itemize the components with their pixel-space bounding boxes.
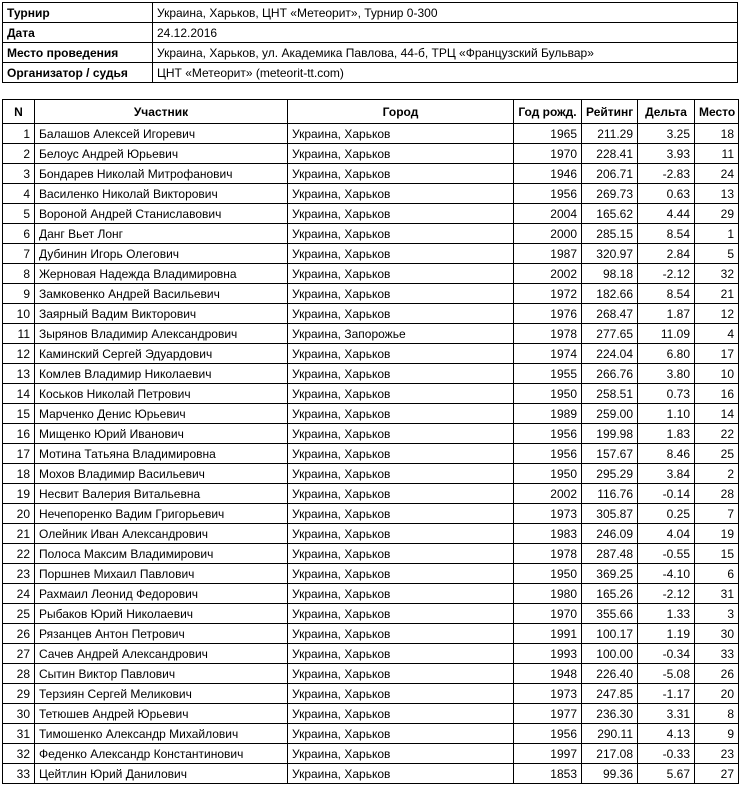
cell-birth-year: 1993 [514,644,582,664]
cell-city: Украина, Запорожье [288,324,514,344]
cell-city: Украина, Харьков [288,244,514,264]
table-row [3,704,739,724]
table-row [3,504,739,524]
table-row [3,264,739,284]
cell-rating: 99.36 [582,764,638,784]
cell-place: 17 [695,344,739,364]
cell-participant: Рахмаил Леонид Федорович [35,584,288,604]
cell-delta: 8.54 [638,224,695,244]
cell-number: 20 [3,504,35,524]
cell-city: Украина, Харьков [288,524,514,544]
cell-birth-year: 1980 [514,584,582,604]
cell-delta: -0.33 [638,744,695,764]
cell-rating: 100.17 [582,624,638,644]
cell-rating: 305.87 [582,504,638,524]
table-row [3,304,739,324]
cell-participant: Мотина Татьяна Владимировна [35,444,288,464]
cell-city: Украина, Харьков [288,184,514,204]
cell-place: 31 [695,584,739,604]
cell-rating: 266.76 [582,364,638,384]
cell-number: 5 [3,204,35,224]
table-row [3,164,739,184]
info-value: 24.12.2016 [153,23,738,43]
cell-delta: 8.54 [638,284,695,304]
cell-participant: Замковенко Андрей Васильевич [35,284,288,304]
table-row [3,624,739,644]
info-row [3,63,738,83]
cell-place: 20 [695,684,739,704]
cell-participant: Марченко Денис Юрьевич [35,404,288,424]
cell-delta: 4.13 [638,724,695,744]
cell-birth-year: 1970 [514,604,582,624]
cell-city: Украина, Харьков [288,144,514,164]
cell-delta: 1.19 [638,624,695,644]
cell-participant: Комлев Владимир Николаевич [35,364,288,384]
col-header-delta: Дельта [638,100,695,124]
cell-number: 15 [3,404,35,424]
cell-delta: 1.33 [638,604,695,624]
cell-city: Украина, Харьков [288,204,514,224]
col-header-participant: Участник [35,100,288,124]
cell-delta: 1.83 [638,424,695,444]
table-row [3,484,739,504]
table-row [3,324,739,344]
cell-participant: Рыбаков Юрий Николаевич [35,604,288,624]
cell-place: 28 [695,484,739,504]
table-row [3,144,739,164]
cell-delta: -0.34 [638,644,695,664]
cell-number: 10 [3,304,35,324]
cell-participant: Тимошенко Александр Михайлович [35,724,288,744]
cell-place: 23 [695,744,739,764]
cell-participant: Нечепоренко Вадим Григорьевич [35,504,288,524]
table-row [3,644,739,664]
results-header-row [3,100,739,124]
cell-rating: 355.66 [582,604,638,624]
cell-rating: 182.66 [582,284,638,304]
cell-birth-year: 1970 [514,144,582,164]
table-row [3,344,739,364]
cell-delta: 3.25 [638,124,695,144]
cell-participant: Полоса Максим Владимирович [35,544,288,564]
col-header-birth-year: Год рожд. [514,100,582,124]
cell-birth-year: 2002 [514,484,582,504]
cell-participant: Сачев Андрей Александрович [35,644,288,664]
cell-delta: 8.46 [638,444,695,464]
cell-birth-year: 2002 [514,264,582,284]
cell-participant: Жерновая Надежда Владимировна [35,264,288,284]
cell-place: 27 [695,764,739,784]
cell-rating: 277.65 [582,324,638,344]
cell-city: Украина, Харьков [288,584,514,604]
cell-number: 27 [3,644,35,664]
cell-place: 32 [695,264,739,284]
cell-place: 13 [695,184,739,204]
cell-birth-year: 1987 [514,244,582,264]
cell-delta: -5.08 [638,664,695,684]
cell-delta: 2.84 [638,244,695,264]
cell-delta: 0.73 [638,384,695,404]
cell-rating: 290.11 [582,724,638,744]
table-row [3,384,739,404]
cell-birth-year: 1974 [514,344,582,364]
cell-participant: Балашов Алексей Игоревич [35,124,288,144]
cell-rating: 295.29 [582,464,638,484]
cell-birth-year: 1965 [514,124,582,144]
cell-place: 8 [695,704,739,724]
cell-rating: 116.76 [582,484,638,504]
results-table [2,99,739,784]
cell-birth-year: 1950 [514,564,582,584]
cell-city: Украина, Харьков [288,684,514,704]
table-row [3,604,739,624]
cell-number: 16 [3,424,35,444]
cell-number: 31 [3,724,35,744]
cell-place: 19 [695,524,739,544]
cell-city: Украина, Харьков [288,364,514,384]
cell-number: 22 [3,544,35,564]
cell-rating: 246.09 [582,524,638,544]
cell-city: Украина, Харьков [288,724,514,744]
cell-birth-year: 2004 [514,204,582,224]
cell-number: 21 [3,524,35,544]
info-row [3,23,738,43]
cell-city: Украина, Харьков [288,344,514,364]
info-label: Место проведения [3,43,153,63]
col-header-rating: Рейтинг [582,100,638,124]
cell-city: Украина, Харьков [288,284,514,304]
table-row [3,584,739,604]
cell-rating: 258.51 [582,384,638,404]
cell-place: 2 [695,464,739,484]
cell-number: 4 [3,184,35,204]
cell-birth-year: 1978 [514,544,582,564]
cell-birth-year: 1946 [514,164,582,184]
cell-place: 11 [695,144,739,164]
cell-birth-year: 1977 [514,704,582,724]
cell-delta: 0.63 [638,184,695,204]
cell-city: Украина, Харьков [288,484,514,504]
cell-place: 21 [695,284,739,304]
cell-participant: Вороной Андрей Станиславович [35,204,288,224]
cell-rating: 259.00 [582,404,638,424]
cell-birth-year: 1956 [514,184,582,204]
cell-number: 30 [3,704,35,724]
cell-birth-year: 1976 [514,304,582,324]
tournament-info-body [3,3,738,83]
cell-birth-year: 1972 [514,284,582,304]
cell-delta: 4.44 [638,204,695,224]
cell-number: 9 [3,284,35,304]
cell-delta: 3.31 [638,704,695,724]
cell-birth-year: 1978 [514,324,582,344]
cell-rating: 217.08 [582,744,638,764]
table-row [3,764,739,784]
cell-city: Украина, Харьков [288,764,514,784]
cell-participant: Олейник Иван Александрович [35,524,288,544]
cell-delta: 3.80 [638,364,695,384]
cell-place: 24 [695,164,739,184]
cell-participant: Феденко Александр Константинович [35,744,288,764]
cell-place: 16 [695,384,739,404]
cell-place: 12 [695,304,739,324]
cell-participant: Сытин Виктор Павлович [35,664,288,684]
cell-participant: Поршнев Михаил Павлович [35,564,288,584]
table-row [3,664,739,684]
cell-number: 17 [3,444,35,464]
cell-birth-year: 1983 [514,524,582,544]
cell-birth-year: 1973 [514,504,582,524]
cell-rating: 98.18 [582,264,638,284]
cell-delta: 11.09 [638,324,695,344]
col-header-place: Место [695,100,739,124]
cell-birth-year: 1989 [514,404,582,424]
cell-number: 2 [3,144,35,164]
table-row [3,284,739,304]
cell-rating: 236.30 [582,704,638,724]
cell-birth-year: 1997 [514,744,582,764]
cell-number: 1 [3,124,35,144]
info-row [3,3,738,23]
table-row [3,544,739,564]
cell-city: Украина, Харьков [288,504,514,524]
cell-place: 5 [695,244,739,264]
cell-city: Украина, Харьков [288,124,514,144]
cell-number: 19 [3,484,35,504]
cell-place: 33 [695,644,739,664]
cell-city: Украина, Харьков [288,424,514,444]
cell-rating: 320.97 [582,244,638,264]
table-row [3,684,739,704]
cell-delta: 5.67 [638,764,695,784]
cell-place: 6 [695,564,739,584]
table-row [3,444,739,464]
cell-place: 15 [695,544,739,564]
info-label: Дата [3,23,153,43]
cell-number: 13 [3,364,35,384]
cell-delta: -0.14 [638,484,695,504]
cell-city: Украина, Харьков [288,444,514,464]
table-row [3,364,739,384]
cell-delta: 1.87 [638,304,695,324]
info-value: ЦНТ «Метеорит» (meteorit-tt.com) [153,63,738,83]
cell-participant: Коськов Николай Петрович [35,384,288,404]
cell-birth-year: 1956 [514,444,582,464]
cell-rating: 224.04 [582,344,638,364]
cell-birth-year: 1956 [514,724,582,744]
cell-place: 18 [695,124,739,144]
cell-number: 6 [3,224,35,244]
cell-place: 26 [695,664,739,684]
cell-place: 1 [695,224,739,244]
cell-delta: -1.17 [638,684,695,704]
cell-city: Украина, Харьков [288,644,514,664]
cell-rating: 206.71 [582,164,638,184]
cell-number: 11 [3,324,35,344]
cell-number: 23 [3,564,35,584]
cell-city: Украина, Харьков [288,304,514,324]
cell-city: Украина, Харьков [288,704,514,724]
cell-city: Украина, Харьков [288,564,514,584]
cell-place: 7 [695,504,739,524]
cell-city: Украина, Харьков [288,624,514,644]
cell-number: 14 [3,384,35,404]
cell-number: 8 [3,264,35,284]
cell-number: 29 [3,684,35,704]
table-row [3,184,739,204]
cell-rating: 247.85 [582,684,638,704]
cell-number: 24 [3,584,35,604]
cell-delta: 6.80 [638,344,695,364]
cell-participant: Зырянов Владимир Александрович [35,324,288,344]
cell-delta: 0.25 [638,504,695,524]
cell-birth-year: 1973 [514,684,582,704]
cell-delta: 1.10 [638,404,695,424]
table-row [3,524,739,544]
cell-participant: Тетюшев Андрей Юрьевич [35,704,288,724]
table-row [3,564,739,584]
cell-place: 29 [695,204,739,224]
cell-rating: 100.00 [582,644,638,664]
table-row [3,224,739,244]
cell-participant: Терзиян Сергей Меликович [35,684,288,704]
col-header-city: Город [288,100,514,124]
cell-number: 25 [3,604,35,624]
cell-city: Украина, Харьков [288,464,514,484]
info-row [3,43,738,63]
cell-city: Украина, Харьков [288,164,514,184]
cell-birth-year: 2000 [514,224,582,244]
cell-participant: Мищенко Юрий Иванович [35,424,288,444]
cell-delta: 3.93 [638,144,695,164]
cell-delta: -0.55 [638,544,695,564]
cell-birth-year: 1950 [514,464,582,484]
cell-participant: Цейтлин Юрий Данилович [35,764,288,784]
table-row [3,724,739,744]
cell-number: 28 [3,664,35,684]
cell-rating: 287.48 [582,544,638,564]
table-row [3,424,739,444]
cell-rating: 199.98 [582,424,638,444]
cell-delta: -4.10 [638,564,695,584]
cell-city: Украина, Харьков [288,744,514,764]
cell-city: Украина, Харьков [288,384,514,404]
info-label: Турнир [3,3,153,23]
table-row [3,464,739,484]
cell-birth-year: 1991 [514,624,582,644]
cell-city: Украина, Харьков [288,604,514,624]
cell-delta: -2.83 [638,164,695,184]
cell-birth-year: 1950 [514,384,582,404]
cell-delta: -2.12 [638,264,695,284]
cell-participant: Рязанцев Антон Петрович [35,624,288,644]
cell-number: 26 [3,624,35,644]
cell-city: Украина, Харьков [288,224,514,244]
cell-rating: 165.26 [582,584,638,604]
info-value: Украина, Харьков, ул. Академика Павлова, 44-б, ТРЦ «Французский Бульвар» [153,43,738,63]
col-header-number: N [3,100,35,124]
cell-birth-year: 1853 [514,764,582,784]
cell-birth-year: 1955 [514,364,582,384]
cell-rating: 228.41 [582,144,638,164]
info-label: Организатор / судья [3,63,153,83]
cell-participant: Заярный Вадим Викторович [35,304,288,324]
cell-participant: Дубинин Игорь Олегович [35,244,288,264]
cell-place: 4 [695,324,739,344]
cell-number: 32 [3,744,35,764]
table-row [3,204,739,224]
cell-rating: 211.29 [582,124,638,144]
cell-participant: Каминский Сергей Эдуардович [35,344,288,364]
cell-participant: Белоус Андрей Юрьевич [35,144,288,164]
cell-delta: -2.12 [638,584,695,604]
cell-number: 18 [3,464,35,484]
cell-place: 3 [695,604,739,624]
cell-participant: Василенко Николай Викторович [35,184,288,204]
table-row [3,244,739,264]
cell-rating: 226.40 [582,664,638,684]
cell-rating: 369.25 [582,564,638,584]
cell-number: 3 [3,164,35,184]
cell-city: Украина, Харьков [288,264,514,284]
cell-participant: Мохов Владимир Васильевич [35,464,288,484]
cell-participant: Несвит Валерия Витальевна [35,484,288,504]
cell-rating: 165.62 [582,204,638,224]
cell-place: 14 [695,404,739,424]
cell-city: Украина, Харьков [288,404,514,424]
cell-participant: Данг Вьет Лонг [35,224,288,244]
tournament-info-table [2,2,738,83]
cell-place: 22 [695,424,739,444]
cell-rating: 269.73 [582,184,638,204]
table-row [3,744,739,764]
cell-delta: 3.84 [638,464,695,484]
cell-city: Украина, Харьков [288,664,514,684]
cell-birth-year: 1956 [514,424,582,444]
cell-rating: 285.15 [582,224,638,244]
results-body [3,124,739,784]
cell-birth-year: 1948 [514,664,582,684]
info-value: Украина, Харьков, ЦНТ «Метеорит», Турнир 0-300 [153,3,738,23]
table-row [3,124,739,144]
cell-rating: 157.67 [582,444,638,464]
table-row [3,404,739,424]
cell-delta: 4.04 [638,524,695,544]
cell-rating: 268.47 [582,304,638,324]
cell-place: 10 [695,364,739,384]
cell-place: 30 [695,624,739,644]
cell-participant: Бондарев Николай Митрофанович [35,164,288,184]
cell-number: 7 [3,244,35,264]
cell-city: Украина, Харьков [288,544,514,564]
cell-number: 33 [3,764,35,784]
cell-place: 25 [695,444,739,464]
cell-number: 12 [3,344,35,364]
cell-place: 9 [695,724,739,744]
